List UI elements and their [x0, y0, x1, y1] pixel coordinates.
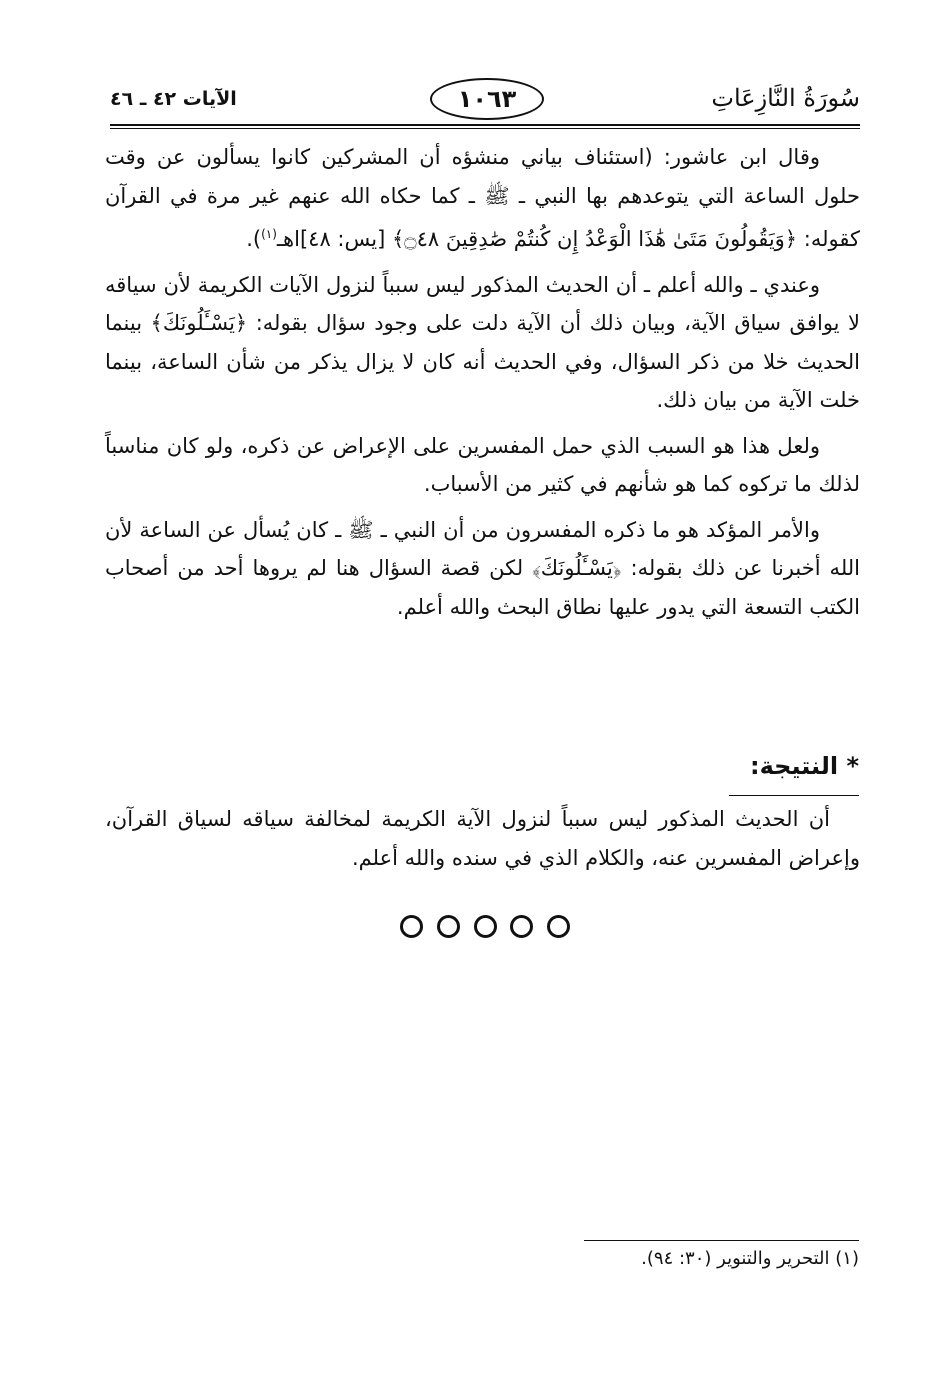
result-text: أن الحديث المذكور ليس سبباً لنزول الآية الكريمة لمخالفة سياقه لسياق القرآن، وإعراض المفسرين عنه، والكلام الذي في سنده والله أعلم.	[105, 807, 860, 870]
page-header	[110, 78, 860, 122]
quran-verse: ﴿وَيَقُولُونَ مَتَىٰ هَٰذَا الْوَعْدُ إِن كُنتُمْ صَٰدِقِينَ ۝٤٨﴾	[391, 227, 798, 251]
section-end-ornament	[400, 915, 570, 941]
paragraph-1	[105, 138, 860, 259]
verse-reference: [يس: ٤٨]اهـ	[276, 227, 392, 251]
paragraph-4: والأمر المؤكد هو ما ذكره المفسرون من أن النبي ـ ﷺ ـ كان يُسأل عن الساعة لأن الله أخبرنا عن ذلك بقوله: ﴿يَسْـَٔلُونَكَ﴾ لكن قصة السؤال هنا لم يروها أحد من أصحاب الكتب التسعة التي يدور عليها نطاق البحث والله أعلم.	[105, 517, 860, 619]
footnote-rule	[584, 1240, 859, 1241]
paragraph-2: وعندي ـ والله أعلم ـ أن الحديث المذكور ليس سبباً لنزول الآيات الكريمة لأن سياقه لا يوافق سياق الآية، وبيان ذلك أن الآية دلت على وجود سؤال بقوله: ﴿يَسْـَٔلُونَكَ﴾ بينما الحديث خلا من ذكر السؤال، وفي الحديث أنه كان لا يزال يذكر من شأن الساعة، بينما خلت الآية من بيان ذلك.	[105, 272, 860, 412]
result-heading-rule	[729, 795, 859, 796]
ayat-range: الآيات ٤٢ ـ ٤٦	[110, 88, 237, 110]
ornament-circle	[547, 915, 570, 938]
paragraph-1-text: وقال ابن عاشور: (استئناف بياني منشؤه أن المشركين كانوا يسألون عن وقت حلول الساعة التي يتوعدهم بها النبي ـ ﷺ ـ كما حكاه الله عنهم غير مرة في القرآن كقوله:	[105, 145, 860, 251]
ornament-circle	[474, 915, 497, 938]
result-heading: * النتيجة:	[750, 752, 859, 780]
ornament-circle	[400, 915, 423, 938]
result-body	[105, 800, 860, 877]
paragraph-3: ولعل هذا هو السبب الذي حمل المفسرين على الإعراض عن ذكره، ولو كان مناسباً لذلك ما تركوه كما هو شأنهم في كثير من الأسباب.	[105, 433, 860, 496]
header-rule	[110, 124, 860, 126]
paragraph-1-end: ).	[246, 227, 262, 251]
ornament-circle	[437, 915, 460, 938]
footnote-ref: (١)	[261, 227, 277, 241]
footnote: (١) التحرير والتنوير (٣٠: ٩٤).	[641, 1248, 859, 1269]
body-text	[105, 138, 860, 633]
ornament-circle	[510, 915, 533, 938]
surah-title: سُورَةُ النَّازِعَاتِ	[711, 84, 860, 112]
header-rule-thin	[110, 128, 860, 129]
page-number: ١٠٦٣	[430, 78, 544, 120]
